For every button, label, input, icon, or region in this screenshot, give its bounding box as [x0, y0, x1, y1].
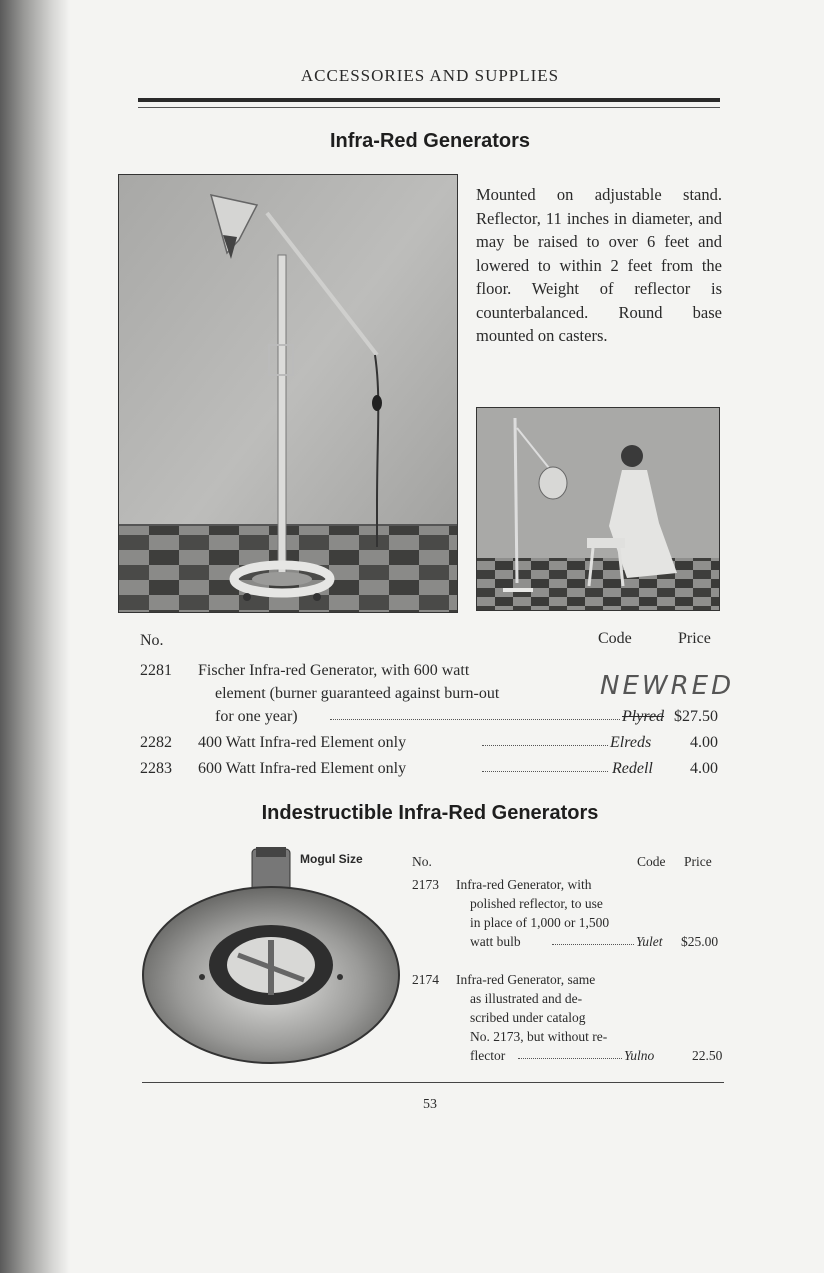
item-2173-number: 2173	[412, 877, 439, 892]
item-2281-price: $27.50	[674, 708, 718, 725]
item-2282-leader-dots	[482, 745, 608, 746]
item-2174-price: 22.50	[692, 1048, 723, 1063]
item-2283-price: 4.00	[690, 760, 718, 777]
item-2281-number: 2281	[140, 662, 172, 679]
col2-header-no: No.	[412, 854, 432, 869]
item-2174-line5: flector	[470, 1048, 506, 1063]
page-number: 53	[423, 1097, 437, 1112]
item-2283-leader-dots	[482, 771, 608, 772]
stand-generator-photo	[118, 174, 458, 613]
item-2173-price: $25.00	[681, 934, 719, 949]
item-2173-line2: polished reflector, to use	[470, 896, 603, 911]
item-2173-line4: watt bulb	[470, 934, 521, 949]
item-2281-line3: for one year)	[215, 708, 298, 725]
running-head: ACCESSORIES AND SUPPLIES	[300, 66, 560, 85]
section-title-infra-red-generators: Infra-Red Generators	[329, 130, 531, 152]
item-2173-line1: Infra-red Generator, with	[456, 877, 592, 892]
item-2283-code: Redell	[612, 760, 653, 777]
item-2283-description: 600 Watt Infra-red Element only	[198, 760, 407, 777]
item-2281-code: Plyred	[622, 708, 665, 725]
book-gutter-shadow	[0, 0, 70, 1273]
item-2173-leader-dots	[552, 944, 634, 945]
col-header-price: Price	[678, 630, 711, 647]
item-2282-price: 4.00	[690, 734, 718, 751]
item-2282-number: 2282	[140, 734, 172, 751]
col-header-code: Code	[598, 630, 632, 647]
item-2174-number: 2174	[412, 972, 439, 987]
item-2281-line1: Fischer Infra-red Generator, with 600 watt	[198, 662, 470, 679]
item-2281-line2: element (burner guaranteed against burn-out	[215, 685, 500, 702]
col2-header-code: Code	[637, 854, 666, 869]
item-2282-description: 400 Watt Infra-red Element only	[198, 734, 407, 751]
item-2283-number: 2283	[140, 760, 172, 777]
item-2173-code: Yulet	[636, 934, 663, 949]
item-2173-line3: in place of 1,000 or 1,500	[470, 915, 610, 930]
item-2174-line4: No. 2173, but without re-	[470, 1029, 608, 1044]
mogul-reflector-illustration	[140, 845, 402, 1067]
item-2282-code: Elreds	[610, 734, 652, 751]
item-2174-line1: Infra-red Generator, same	[456, 972, 596, 987]
section-title-indestructible-generators: Indestructible Infra-Red Generators	[261, 802, 599, 824]
col-header-no: No.	[140, 632, 164, 649]
woman-using-lamp-photo	[476, 407, 720, 611]
item-2174-line2: as illustrated and de-	[470, 991, 583, 1006]
item-2174-leader-dots	[518, 1058, 622, 1059]
header-rule-thick	[138, 98, 720, 102]
footer-rule	[142, 1082, 724, 1083]
header-rule-thin	[138, 107, 720, 108]
item-2174-line3: scribed under catalog	[470, 1010, 586, 1025]
generator-description: Mounted on adjustable stand. Reflector, 11 inches in diameter, and may be raised to over 6 feet and lowered to within 2 feet from the floor. Weight of reflector is counterbalanced. Round base mounted on casters.	[476, 185, 722, 345]
mogul-size-label: Mogul Size	[300, 852, 363, 866]
col2-header-price: Price	[684, 854, 712, 869]
item-2174-code: Yulno	[624, 1048, 655, 1063]
handwritten-new-code: NEWRED	[600, 671, 735, 701]
item-2281-leader-dots	[330, 719, 620, 720]
